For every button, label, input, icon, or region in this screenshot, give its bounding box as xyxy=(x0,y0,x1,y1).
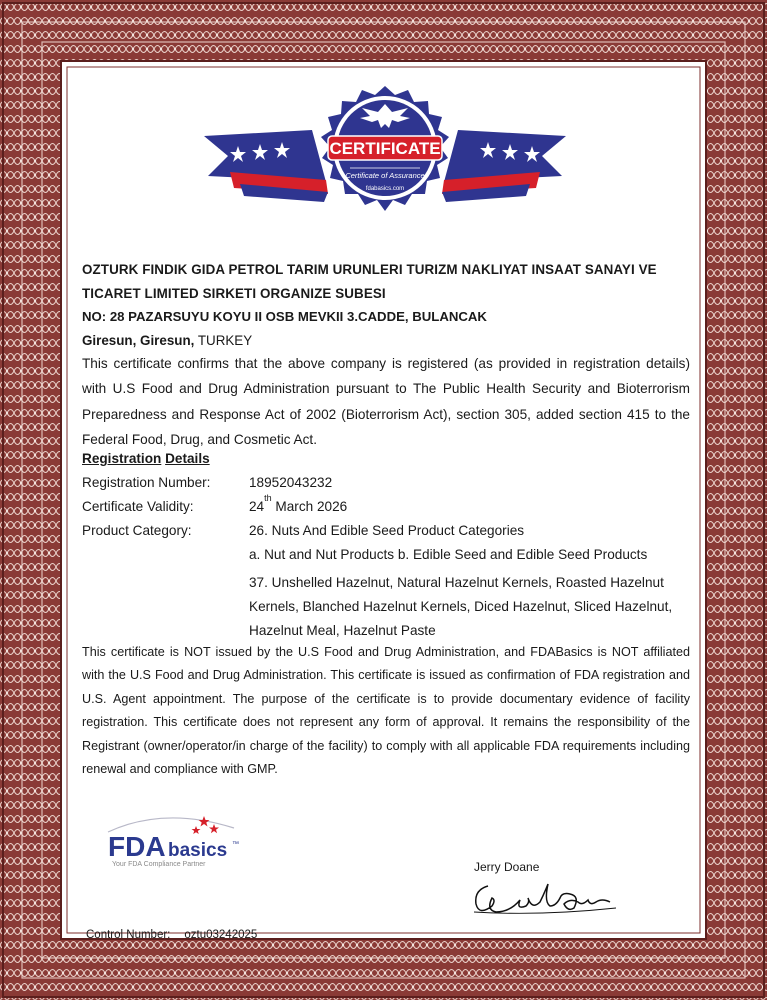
star-icon xyxy=(192,826,201,834)
registration-heading-b: Details xyxy=(165,451,210,466)
seal-site: fdabasics.com xyxy=(365,186,405,192)
company-name-line-1: OZTURK FINDIK GIDA PETROL TARIM URUNLERI TURIZM NAKLIYAT INSAAT SANAYI VE xyxy=(82,262,657,277)
category-label: Product Category: xyxy=(82,523,192,538)
validity-value xyxy=(249,493,348,514)
logo-brand-a: FDA xyxy=(108,831,166,862)
company-city-line xyxy=(82,333,252,348)
validity-label: Certificate Validity: xyxy=(82,499,194,514)
ribbon-left xyxy=(204,130,328,202)
signer-name: Jerry Doane xyxy=(474,860,540,874)
company-city: Giresun, Giresun, xyxy=(82,333,195,348)
registration-heading-a: Registration xyxy=(82,451,162,466)
logo-brand-b: basics xyxy=(168,840,228,861)
fdabasics-logo xyxy=(104,812,254,874)
category-line-2: a. Nut and Nut Products b. Edible Seed and Edible Seed Products xyxy=(249,547,648,562)
certificate-seal xyxy=(200,84,570,260)
ribbon-right xyxy=(442,130,566,202)
registration-number-label: Registration Number: xyxy=(82,475,211,490)
seal-subtitle: Certificate of Assurance xyxy=(345,171,425,180)
company-address: NO: 28 PAZARSUYU KOYU II OSB MEVKII 3.CADDE, BULANCAK xyxy=(82,309,487,324)
control-label: Control Number: xyxy=(86,929,171,941)
star-icon xyxy=(199,816,210,827)
star-icon xyxy=(209,824,219,833)
signature xyxy=(470,876,620,920)
company-country: TURKEY xyxy=(197,333,253,348)
control-number xyxy=(86,929,257,941)
validity-day: 24 xyxy=(249,499,265,514)
disclaimer-paragraph: This certificate is NOT issued by the U.S Food and Drug Administration, and FDABasics is NOT affiliated with the U.S Food and Drug Administration. This certificate is issued as confirmation of FDA registration and U.S. Agent appointment. The purpose of the certificate is to provide documentary evidence of facility registration. This certificate does not represent any form of approval. It remains the responsibility of the Registrant (owner/operator/in charge of the facility) to comply with all applicable FDA requirements including renewal and compliance with GMP. xyxy=(82,645,690,777)
control-value: oztu03242025 xyxy=(184,929,258,941)
logo-tagline: Your FDA Compliance Partner xyxy=(112,861,206,868)
seal-title: CERTIFICATE xyxy=(329,139,441,158)
validity-suffix: th xyxy=(264,493,272,504)
logo-tm: ™ xyxy=(232,841,239,848)
validity-rest: March 2026 xyxy=(271,499,348,514)
category-line-3: 37. Unshelled Hazelnut, Natural Hazelnut Kernels, Roasted Hazelnut Kernels, Blanched Hazelnut Kernels, Diced Hazelnut, Sliced Hazelnut, Hazelnut Meal, Hazelnut Paste xyxy=(249,575,673,638)
company-name-line-2: TICARET LIMITED SIRKETI ORGANIZE SUBESI xyxy=(82,286,386,301)
registration-heading xyxy=(82,451,210,466)
registration-number-value: 18952043232 xyxy=(249,475,333,490)
intro-paragraph: This certificate confirms that the above company is registered (as provided in registration details) with U.S Food and Drug Administration pursuant to The Public Health Security and Bioterrorism Preparedness and Response Act of 2002 (Bioterrorism Act), section 305, added section 415 to the Federal Food, Drug, and Cosmetic Act. xyxy=(82,356,690,447)
category-line-1: 26. Nuts And Edible Seed Product Categories xyxy=(249,523,525,538)
